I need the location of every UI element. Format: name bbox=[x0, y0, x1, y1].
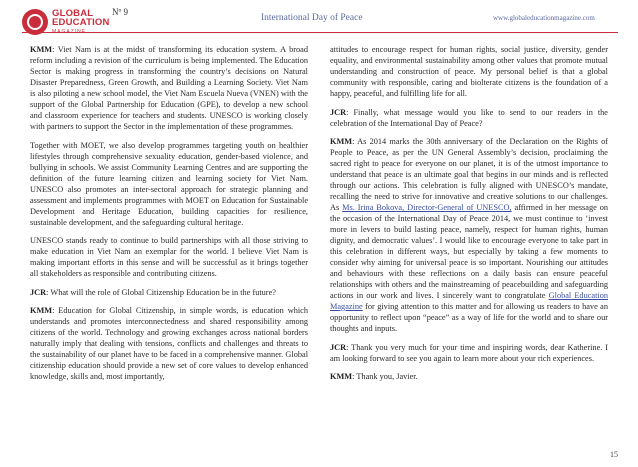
paragraph bbox=[30, 44, 308, 132]
paragraph bbox=[30, 305, 308, 382]
speaker-label: JCR bbox=[330, 342, 347, 352]
left-column bbox=[30, 44, 308, 390]
issue-number: Nº 9 bbox=[112, 7, 129, 17]
bokova-link[interactable]: Ms. Irina Bokova, Director-General of UNESCO, bbox=[342, 203, 512, 212]
speaker-label: KMM bbox=[330, 372, 353, 381]
paragraph-text: : Viet Nam is at the midst of transforming its education system. A broad reform including a revision of the curriculum is being implemented. The Education Sector is making progress in transforming the country’s decisions on Natural Disaster Preparedness, Green Growth, and Building a Learning Society. Viet Nam is also piloting a new school model, the Viet Nam Escuela Nueva (VNEN) with the support of the Global Partnership for Education (GPE), to develop a new school and classroom experience for teachers and students. UNESCO is working closely with partners to support the Sector in the implementation of these programmes. bbox=[30, 45, 308, 131]
paragraph-text: : As 2014 marks the 30th anniversary of the Declaration on the Rights of People to Peace, as per the UN General Assembly’s decision, proclaiming the sacred right to peace for everyone on our planet, it is of the utmost importance to understand that peace is an ultimate goal that begins in our minds and is reflected through our actions. This celebration is fully aligned with UNESCO’s mandate, recalling the need to strive for innovative and creative solutions to our challenges. As bbox=[330, 137, 608, 212]
paragraph bbox=[330, 136, 608, 334]
website-link[interactable]: www.globaleducationmagazine.com bbox=[493, 14, 595, 22]
paragraph: Together with MOET, we also develop programmes targeting youth on healthier lifestyles through comprehensive sexuality education, gender-based violence, and bullying in schools. We assist Community Learning Centres and are supporting the definition of the future learning citizen and learning society for Viet Nam. UNESCO also promotes an inter-sectoral approach for strategic planning and assessment and implements programmes with MOET on Education for Sustainable Development and Heritage Education, building capacities for resilience, sustainable development, and the safeguarding cultural heritage. bbox=[30, 140, 308, 227]
logo-wordmark bbox=[52, 9, 110, 27]
paragraph-text: affirmed in her message on the occasion of the International Day of Peace 2014, we must continue to ‘invest more in levers to build lasting peace, namely, respect for human rights, human dignity, and democratic values’. I would like to encourage everyone to take part in this celebration in different ways, but especially by taking a few moments to consider why aiming for universal peace is so important. Nourishing our attitudes and behaviours with these reflections on a daily basis can ensure peaceful relationships with others and the mainstreaming of peacebuilding and safeguarding actions in our work and lives. I sincerely want to congratulate bbox=[330, 203, 609, 300]
speaker-label: JCR bbox=[30, 287, 47, 297]
paragraph-text: : What will the role of Global Citizenship Education be in the future? bbox=[46, 287, 276, 297]
speaker-label: KMM bbox=[330, 137, 353, 146]
magazine-link[interactable]: Global Education Magazine bbox=[330, 291, 608, 311]
speaker-label: KMM bbox=[30, 306, 53, 315]
paragraph bbox=[30, 287, 308, 298]
paragraph: attitudes to encourage respect for human rights, social justice, diversity, gender equality, and environmental sustainability among other values that promote mutual understanding and construction of peace. My personal belief is that a global community with responsible, caring and biolterate citizens is the foundation of a happy, peaceful, and fulfilling life for all. bbox=[330, 45, 608, 98]
paragraph-text: : Thank you, Javier. bbox=[352, 372, 418, 381]
page-number: 15 bbox=[610, 450, 618, 459]
header-divider bbox=[22, 32, 618, 33]
paragraph-text: : Thank you very much for your time and inspiring words, dear Katherine. I am looking forward to see you again to learn more about your rich experiences. bbox=[330, 342, 608, 363]
paragraph: UNESCO stands ready to continue to build partnerships with all those striving to make education in Viet Nam an exemplar for the world. I believe Viet Nam is making important efforts in this sense and will be successful as it brings together all stakeholders as responsible and contributing citizens. bbox=[30, 236, 308, 278]
page-header bbox=[0, 0, 638, 36]
paragraph bbox=[330, 342, 608, 364]
paragraph-text: : Education for Global Citizenship, in simple words, is education which understands and promotes interconnectedness and shared responsibility among citizens of the world. Technology and growing exchanges across national borders naturally imply that dealing with tensions, conflicts and challenges and threats to the sustainability of our planet have to be faced in a comprehensive manner. Global citizenship education should provide a new set of core values to develop enhanced knowledge, skills and, most importantly, bbox=[30, 306, 308, 381]
paragraph-text: for giving attention to this matter and for allowing us readers to have an opportunity to reflect upon “peace” as a way of life for the world and to share our thoughts and inputs. bbox=[330, 302, 608, 333]
speaker-label: KMM bbox=[30, 45, 53, 54]
paragraph bbox=[330, 371, 608, 382]
paragraph bbox=[330, 107, 608, 129]
logo-line2: EDUCATION bbox=[52, 17, 110, 28]
logo-line1: GLOBAL bbox=[52, 8, 94, 19]
section-title: International Day of Peace bbox=[261, 13, 363, 23]
speaker-label: JCR bbox=[330, 107, 347, 117]
right-column bbox=[330, 44, 608, 390]
paragraph-text: : Finally, what message would you like to send to our readers in the celebration of the International Day of Peace? bbox=[330, 107, 608, 128]
